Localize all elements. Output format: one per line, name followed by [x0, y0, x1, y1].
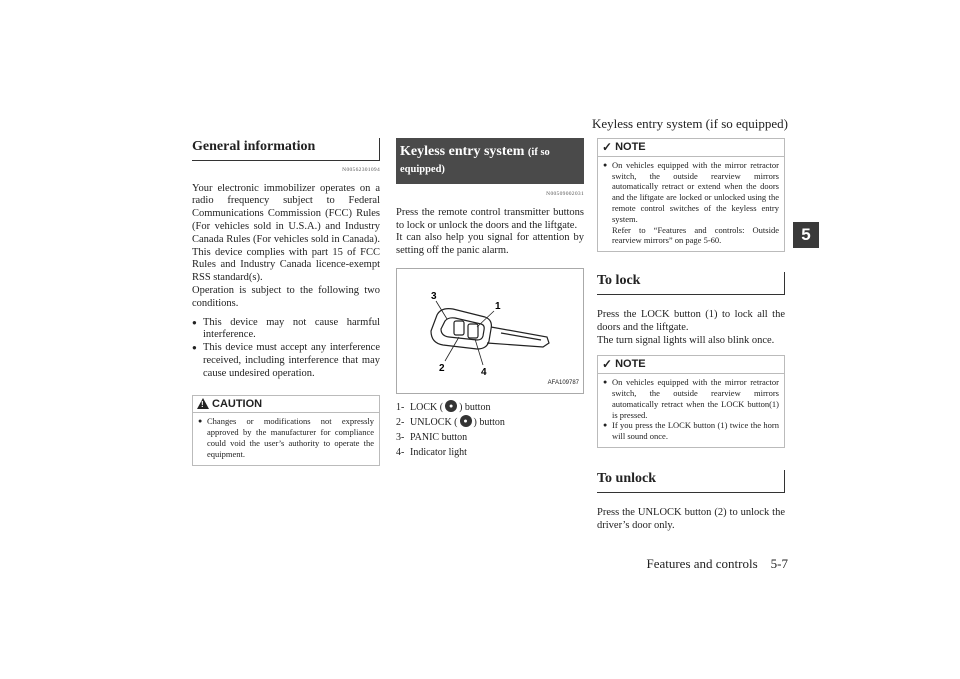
legend-text: ) button	[459, 401, 491, 413]
column-lock-unlock	[597, 138, 785, 532]
list-item: ● Changes or modifications not expressly approved by the manufacturer for compliance could void the user’s authority to operate the equipment.	[198, 416, 374, 459]
legend-item	[396, 400, 584, 415]
chapter-tab: 5	[793, 222, 819, 248]
section-code: N00509002031	[546, 191, 584, 197]
section-heading-to-lock: To lock	[597, 272, 785, 295]
note-text: Refer to “Features and controls: Outside rearview mirrors” on page 5-60.	[612, 224, 779, 246]
legend-text: UNLOCK (	[410, 416, 458, 428]
section-heading-to-unlock: To unlock	[597, 470, 785, 493]
legend-item	[396, 445, 584, 460]
key-illustration	[396, 268, 584, 394]
running-footer: Features and controls 5-7	[646, 556, 788, 571]
paragraph: Press the remote control transmitter buttons to lock or unlock the doors and the liftgate.	[396, 206, 584, 231]
column-general-information	[192, 138, 380, 466]
note-label: NOTE	[615, 141, 646, 153]
caution-box	[192, 395, 380, 466]
caution-label: CAUTION	[212, 397, 263, 410]
section-code: N00562301094	[342, 166, 380, 173]
figure-label: AFA109787	[547, 380, 579, 387]
paragraph: Operation is subject to the following two conditions.	[192, 284, 380, 309]
note-label: NOTE	[615, 358, 646, 371]
section-heading-keyless	[396, 138, 584, 184]
legend-number: 2-	[396, 416, 405, 428]
paragraph: It can also help you signal for attention by setting off the panic alarm.	[396, 232, 584, 257]
legend-number: 4-	[396, 446, 405, 458]
paragraph: Your electronic immobilizer operates on a radio frequency subject to Federal Communications Commission (FCC) Rules (For vehicles sold in U.S.A.) and Industry Canada Rules (For vehicles sold in Canada). This device complies with part 15 of FCC Rules and Industry Canada licence-exempt RSS standard(s).	[192, 182, 380, 284]
legend-number: 3-	[396, 431, 405, 443]
legend-item	[396, 415, 584, 430]
callout-1: 1	[495, 300, 501, 312]
note-body	[598, 374, 784, 447]
note-text: On vehicles equipped with the mirror retractor switch, the outside rearview mirrors automatically retract or extend when the doors and the liftgate are locked or unlocked using the remote control switches of the keyless entry system.	[612, 159, 779, 224]
check-icon: ✓	[602, 357, 613, 372]
note-header	[598, 356, 784, 374]
paragraph: Press the UNLOCK button (2) to unlock the driver’s door only.	[597, 506, 785, 531]
list-item: ● If you press the LOCK button (1) twice the horn will sound once.	[603, 420, 779, 442]
list-item: ● This device must accept any interference received, including interference that may cause undesired operation.	[192, 342, 380, 380]
legend-text: LOCK (	[410, 401, 444, 413]
running-header: Keyless entry system (if so equipped)	[591, 116, 788, 131]
lock-icon: ●	[445, 400, 457, 412]
warning-triangle-icon	[197, 398, 209, 409]
column-keyless-entry	[396, 138, 584, 460]
section-heading-general: General information	[192, 138, 380, 161]
bullet-list	[192, 317, 380, 381]
legend-text: PANIC button	[410, 431, 468, 443]
heading-text: Keyless entry system	[400, 144, 525, 159]
remote-key-icon	[397, 269, 583, 393]
note-header	[598, 139, 784, 157]
paragraph: Press the LOCK button (1) to lock all the doors and the liftgate.	[597, 308, 785, 333]
heading-suffix: (if so equipped)	[400, 147, 550, 175]
legend-item	[396, 430, 584, 445]
legend	[396, 400, 584, 460]
list-item: ● On vehicles equipped with the mirror retractor switch, the outside rearview mirrors automatically retract when the LOCK button(1) is pressed.	[603, 377, 779, 420]
callout-4: 4	[481, 366, 487, 378]
note-box	[597, 138, 785, 252]
list-item	[603, 160, 779, 246]
check-icon: ✓	[602, 140, 613, 154]
list-item: ● This device may not cause harmful interference.	[192, 317, 380, 343]
callout-3: 3	[431, 290, 437, 302]
paragraph: The turn signal lights will also blink once.	[597, 334, 775, 346]
caution-body	[193, 413, 379, 464]
legend-text: ) button	[473, 416, 505, 428]
callout-2: 2	[439, 362, 445, 374]
caution-header	[193, 396, 379, 414]
legend-number: 1-	[396, 401, 405, 413]
note-box	[597, 355, 785, 448]
unlock-icon: ●	[460, 415, 472, 427]
legend-text: Indicator light	[410, 446, 467, 458]
note-body	[598, 157, 784, 251]
